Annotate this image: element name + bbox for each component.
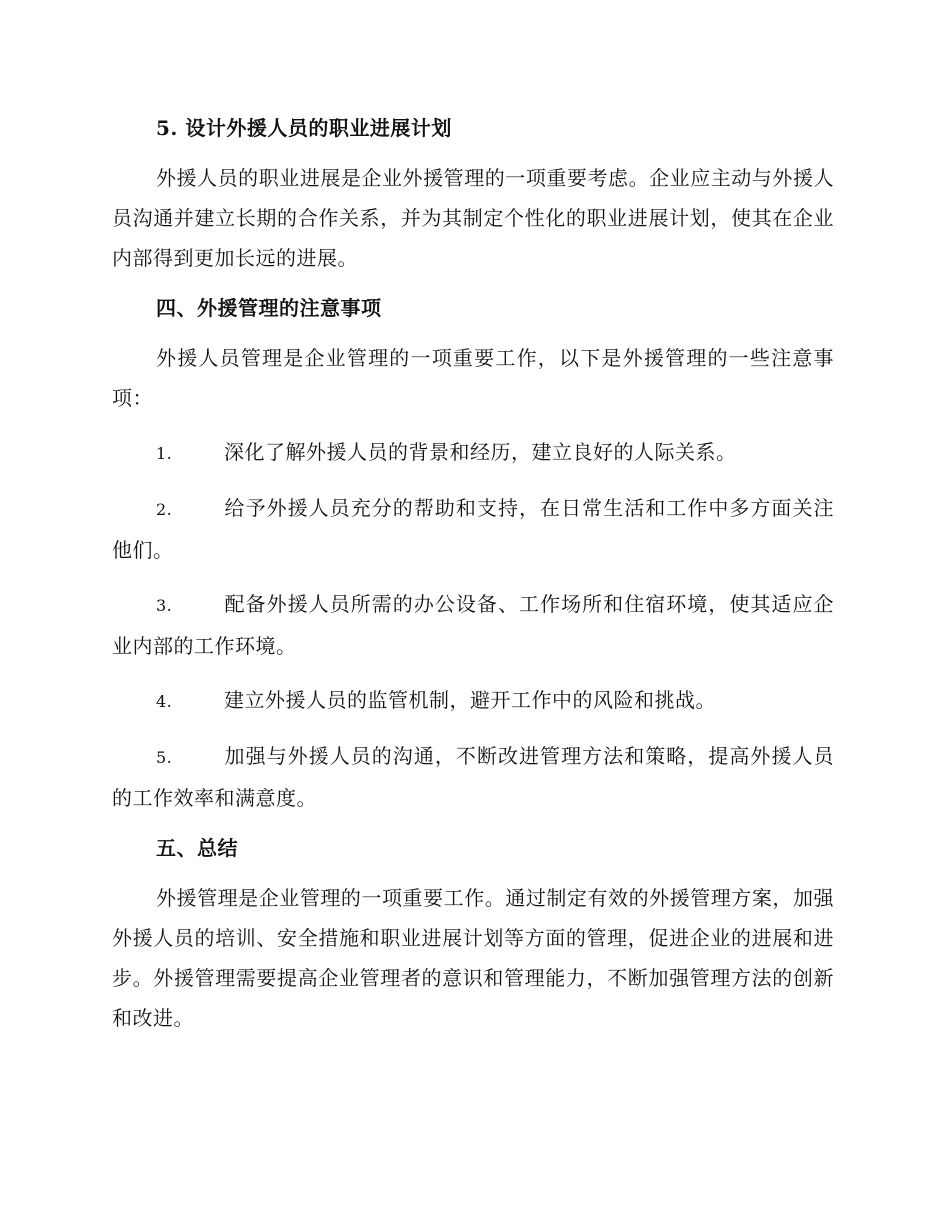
list-text: 配备外援人员所需的办公设备、工作场所和住宿环境，使其适应企业内部的工作环境。 — [112, 592, 834, 658]
paragraph-summary: 外援管理是企业管理的一项重要工作。通过制定有效的外援管理方案，加强外援人员的培训、安全措施和职业进展计划等方面的管理，促进企业的进展和进步。外援管理需要提高企业管理者的意识和管理能力，不断加强管理方法的创新和改进。 — [112, 886, 834, 1030]
list-text: 给予外援人员充分的帮助和支持，在日常生活和工作中多方面关注他们。 — [112, 496, 834, 562]
list-number: 3. — [156, 596, 173, 615]
paragraph-career-plan: 外援人员的职业进展是企业外援管理的一项重要考虑。企业应主动与外援人员沟通并建立长期的合作关系，并为其制定个性化的职业进展计划，使其在企业内部得到更加长远的进展。 — [112, 166, 834, 270]
list-item — [112, 680, 834, 722]
list-text: 建立外援人员的监管机制，避开工作中的风险和挑战。 — [224, 688, 716, 712]
list-text: 加强与外援人员的沟通，不断改进管理方法和策略，提高外援人员的工作效率和满意度。 — [112, 744, 834, 810]
list-item — [112, 584, 834, 666]
list-item — [112, 488, 834, 570]
list-number: 4. — [156, 692, 173, 711]
notes-list — [112, 432, 834, 818]
paragraph-notes-intro: 外援人员管理是企业管理的一项重要工作，以下是外援管理的一些注意事项： — [112, 346, 834, 410]
list-number: 5. — [156, 748, 173, 767]
list-item — [112, 432, 834, 474]
list-number: 1. — [156, 444, 173, 463]
list-text: 深化了解外援人员的背景和经历，建立良好的人际关系。 — [224, 440, 737, 464]
section-heading-career-plan: 5. 设计外援人员的职业进展计划 — [156, 116, 452, 140]
section-heading-notes: 四、外援管理的注意事项 — [156, 296, 382, 320]
section-heading-summary: 五、总结 — [156, 836, 238, 860]
list-number: 2. — [156, 500, 173, 519]
list-item — [112, 736, 834, 818]
document-body — [112, 112, 834, 1038]
